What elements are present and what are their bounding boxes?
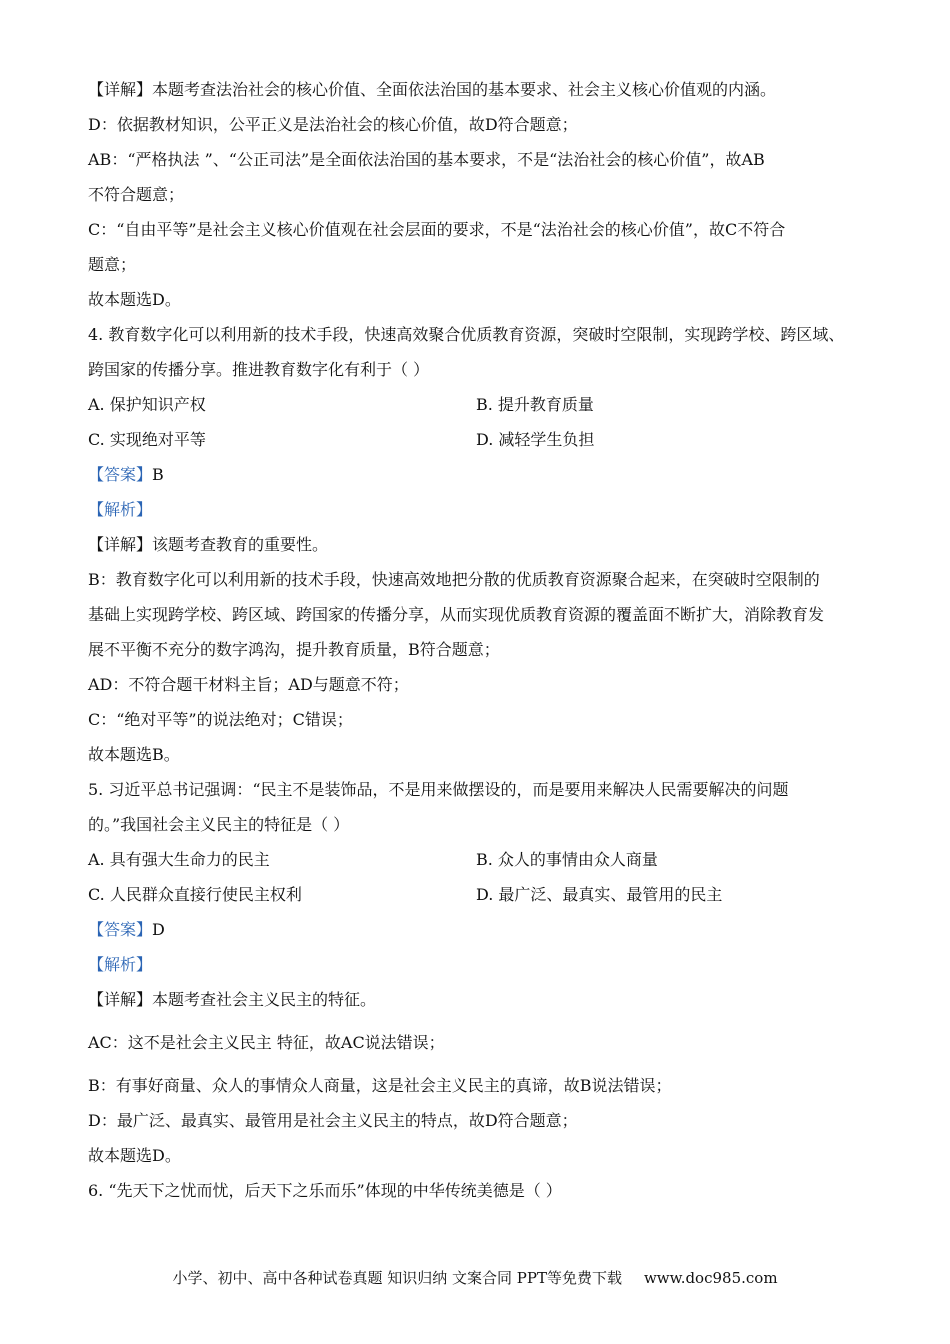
explanation-line: 【详解】本题考查法治社会的核心价值、全面依法治国的基本要求、社会主义核心价值观的内涵。 (88, 80, 777, 99)
question-4-stem: 4. 教育数字化可以利用新的技术手段，快速高效聚合优质教育资源，突破时空限制，实现跨学校、跨区域、 (88, 325, 845, 344)
question-4-options-row (88, 387, 878, 422)
question-5-stem: 的。”我国社会主义民主的特征是（ ） (88, 815, 350, 834)
option-d: D. 减轻学生负担 (476, 430, 595, 449)
analysis-line (88, 492, 878, 527)
option-c: C. 实现绝对平等 (88, 430, 206, 449)
option-a: A. 保护知识产权 (88, 395, 206, 414)
explanation-line: 不符合题意； (88, 185, 185, 204)
explanation-line: AC：这不是社会主义民主 特征，故AC说法错误； (88, 1033, 445, 1052)
explanation-line: 【详解】本题考查社会主义民主的特征。 (88, 990, 377, 1009)
footer-text: 小学、初中、高中各种试卷真题 知识归纳 文案合同 PPT等免费下载 (172, 1269, 622, 1287)
page-footer (0, 1266, 950, 1290)
option-c: C. 人民群众直接行使民主权利 (88, 885, 302, 904)
question-5-stem: 5. 习近平总书记强调：“民主不是装饰品，不是用来做摆设的，而是要用来解决人民需要解决的问题 (88, 780, 789, 799)
explanation-line: D：最广泛、最真实、最管用是社会主义民主的特点，故D符合题意； (88, 1111, 578, 1130)
answer-line (88, 912, 878, 947)
explanation-line: D：依据教材知识，公平正义是法治社会的核心价值，故D符合题意； (88, 115, 578, 134)
answer-tag: 【答案】 (88, 920, 153, 939)
option-d: D. 最广泛、最真实、最管用的民主 (476, 885, 723, 904)
explanation-line: 故本题选D。 (88, 1146, 181, 1165)
explanation-line: 展不平衡不充分的数字鸿沟，提升教育质量，B符合题意； (88, 640, 500, 659)
answer-line (88, 457, 878, 492)
question-4-stem: 跨国家的传播分享。推进教育数字化有利于（ ） (88, 360, 430, 379)
question-6-stem: 6. “先天下之忧而忧，后天下之乐而乐”体现的中华传统美德是（ ） (88, 1181, 562, 1200)
explanation-line: 题意； (88, 255, 137, 274)
footer-site-link[interactable]: www.doc985.com (643, 1269, 778, 1287)
option-b: B. 众人的事情由众人商量 (476, 850, 658, 869)
analysis-tag: 【解析】 (88, 955, 153, 974)
explanation-line: B：教育数字化可以利用新的技术手段，快速高效地把分散的优质教育资源聚合起来，在突破时空限制的 (88, 570, 820, 589)
explanation-line: 基础上实现跨学校、跨区域、跨国家的传播分享，从而实现优质教育资源的覆盖面不断扩大，消除教育发 (88, 605, 825, 624)
explanation-line: 故本题选B。 (88, 745, 180, 764)
question-5-options-row (88, 842, 878, 877)
explanation-line: C：“绝对平等”的说法绝对；C错误； (88, 710, 353, 729)
question-4-options-row (88, 422, 878, 457)
analysis-tag: 【解析】 (88, 500, 153, 519)
answer-value: D (152, 920, 165, 939)
analysis-line (88, 947, 878, 982)
question-5-options-row (88, 877, 878, 912)
option-a: A. 具有强大生命力的民主 (88, 850, 270, 869)
explanation-line: AD：不符合题干材料主旨；AD与题意不符； (88, 675, 409, 694)
explanation-line: B：有事好商量、众人的事情众人商量，这是社会主义民主的真谛，故B说法错误； (88, 1076, 672, 1095)
document-body (88, 72, 878, 1208)
option-b: B. 提升教育质量 (476, 395, 594, 414)
explanation-line: 【详解】该题考查教育的重要性。 (88, 535, 329, 554)
explanation-line: AB：“严格执法 ”、“公正司法”是全面依法治国的基本要求，不是“法治社会的核心价值”，故AB (88, 150, 765, 169)
explanation-line: 故本题选D。 (88, 290, 181, 309)
answer-value: B (152, 465, 164, 484)
answer-tag: 【答案】 (88, 465, 153, 484)
explanation-line: C：“自由平等”是社会主义核心价值观在社会层面的要求，不是“法治社会的核心价值”，故C不符合 (88, 220, 786, 239)
